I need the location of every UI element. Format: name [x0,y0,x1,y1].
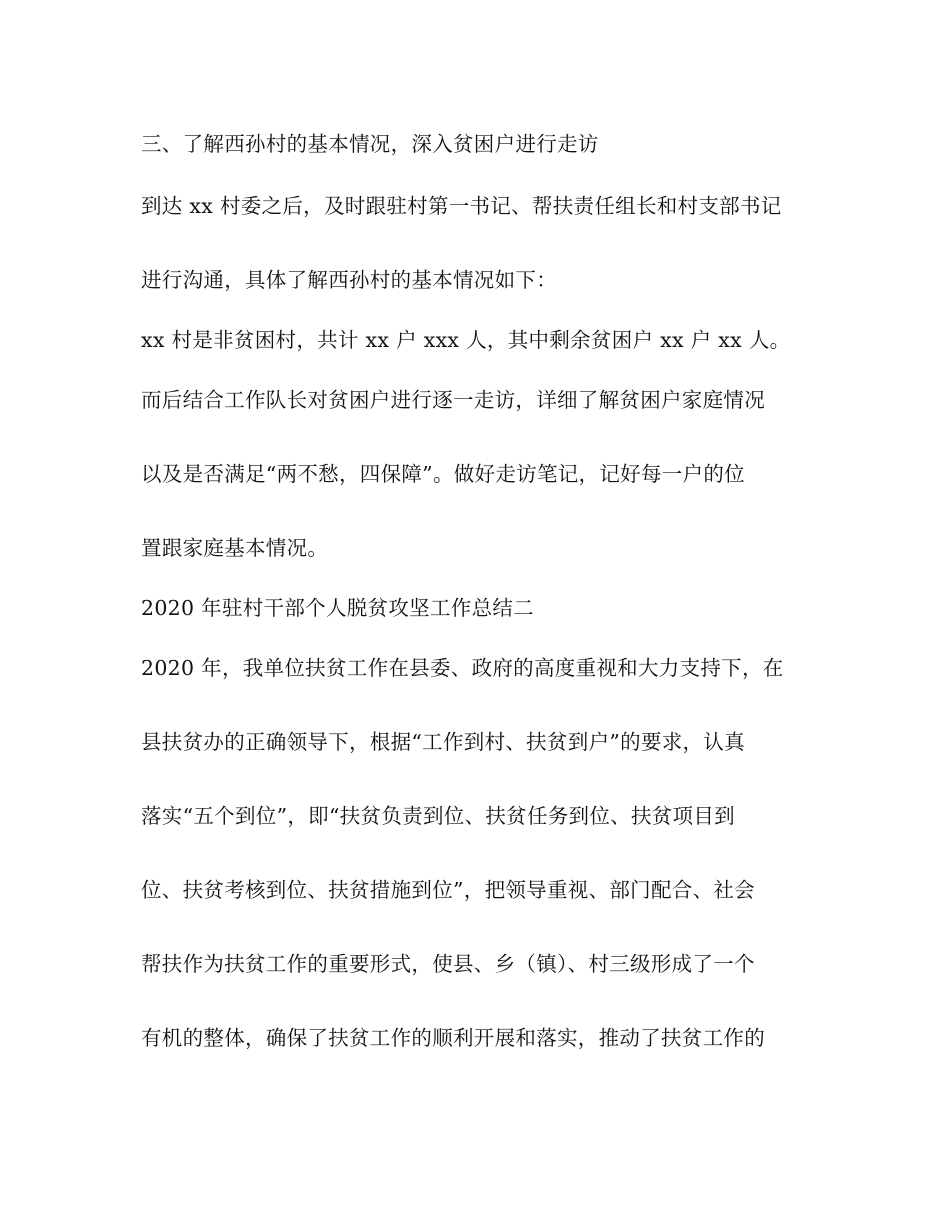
paragraph-line: 进行沟通，具体了解西孙村的基本情况如下： [141,268,557,292]
paragraph-line: 有机的整体，确保了扶贫工作的顺利开展和落实，推动了扶贫工作的 [141,1026,765,1050]
paragraph-line: 位、扶贫考核到位、扶贫措施到位”，把领导重视、部门配合、社会 [141,878,755,902]
paragraph-line: 县扶贫办的正确领导下，根据“工作到村、扶贫到户”的要求，认真 [141,730,745,754]
section-heading: 2020 年驻村干部个人脱贫攻坚工作总结二 [141,596,534,620]
paragraph-line: 置跟家庭基本情况。 [141,536,329,560]
paragraph-line: 以及是否满足“两不愁，四保障”。做好走访笔记，记好每一户的位 [141,462,745,486]
section-heading: 三、了解西孙村的基本情况，深入贫困户进行走访 [141,132,599,156]
paragraph-line: xx 村是非贫困村，共计 xx 户 xxx 人，其中剩余贫困户 xx 户 xx 人。 [141,328,791,352]
paragraph-line: 2020 年，我单位扶贫工作在县委、政府的高度重视和大力支持下，在 [141,656,784,680]
paragraph-line: 到达 xx 村委之后，及时跟驻村第一书记、帮扶责任组长和村支部书记 [141,194,782,218]
paragraph-line: 而后结合工作队长对贫困户进行逐一走访，详细了解贫困户家庭情况 [141,388,765,412]
paragraph-line: 落实“五个到位”，即“扶贫负责到位、扶贫任务到位、扶贫项目到 [141,804,735,828]
paragraph-line: 帮扶作为扶贫工作的重要形式，使县、乡（镇）、村三级形成了一个 [141,952,755,976]
